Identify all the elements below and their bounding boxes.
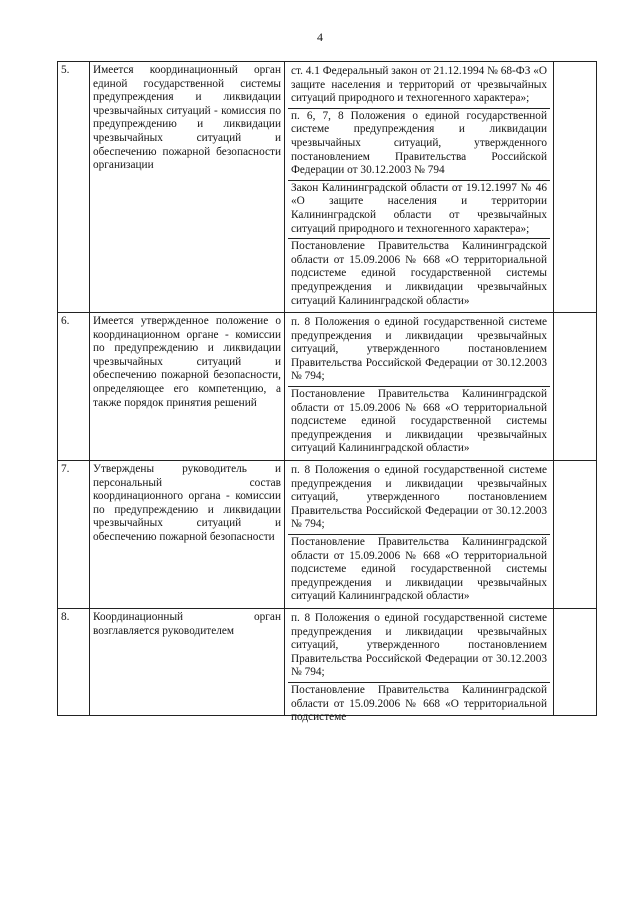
legal-reference: Постановление Правительства Калининградской области от 15.09.2006 № 668 «О территориальной подсистеме единой государственной системы предупреждения и ликвидации чрезвычайных ситуаций Калининградской области» [291,240,547,307]
legal-reference: Постановление Правительства Калининградской области от 15.09.2006 № 668 «О территориальной подсистеме единой государственной системы предупреждения и ликвидации чрезвычайных ситуаций Калининградской области» [291,388,547,455]
requirement-text: Координационный орган возглавляется руководителем [93,610,281,637]
table-row [58,313,597,461]
requirement-cell [90,62,285,313]
legal-basis-cell [285,313,554,461]
table-row [58,608,597,715]
checklist-table [57,61,597,724]
row-number: 5. [58,62,90,313]
requirement-cell [90,461,285,609]
legal-basis-cell [285,461,554,609]
answer-cell[interactable] [554,608,597,715]
legal-reference: п. 8 Положения о единой государственной системе предупреждения и ликвидации чрезвычайных ситуаций, утвержденного постановлением Правительства Российской Федерации от 30.12.2003 № 794; [288,315,550,387]
requirement-cell [90,313,285,461]
answer-cell[interactable] [554,313,597,461]
legal-basis-cell [285,608,554,724]
legal-reference: Постановление Правительства Калининградской области от 15.09.2006 № 668 «О территориальной подсистеме [291,683,547,724]
legal-reference: п. 8 Положения о единой государственной системе предупреждения и ликвидации чрезвычайных ситуаций, утвержденного постановлением Правительства Российской Федерации от 30.12.2003 № 794; [288,611,550,683]
legal-reference: ст. 4.1 Федеральный закон от 21.12.1994 № 68-ФЗ «О защите населения и территорий от чрезвычайных ситуаций природного и техногенного характера»; [288,64,550,109]
legal-reference: п. 6, 7, 8 Положения о единой государственной системе предупреждения и ликвидации чрезвычайных ситуаций, утвержденного постановлением Правительства Российской Федерации от 30.12.2003 № 794 [288,109,550,181]
row-number: 8. [58,608,90,715]
legal-reference: Постановление Правительства Калининградской области от 15.09.2006 № 668 «О территориальной подсистеме единой государственной системы предупреждения и ликвидации чрезвычайных ситуаций Калининградской области» [291,536,547,603]
table-row [58,461,597,609]
row-number: 7. [58,461,90,609]
requirement-cell [90,608,285,715]
requirement-text: Имеется утвержденное положение о координационном органе - комиссии по предупреждению и ликвидации чрезвычайных ситуаций и обеспечению пожарной безопасности, определяющее его компетенцию, а также порядок принятия решений [93,315,281,409]
page-number: 4 [317,30,323,44]
table-row [58,62,597,313]
answer-cell[interactable] [554,62,597,313]
legal-reference: п. 8 Положения о единой государственной системе предупреждения и ликвидации чрезвычайных ситуаций, утвержденного постановлением Правительства Российской Федерации от 30.12.2003 № 794; [288,463,550,535]
row-number: 6. [58,313,90,461]
legal-basis-cell [285,62,554,313]
legal-reference: Закон Калининградской области от 19.12.1997 № 46 «О защите населения и территории Калининградской области от чрезвычайных ситуаций природного и техногенного характера»; [288,181,550,239]
answer-cell[interactable] [554,461,597,609]
requirement-text: Утверждены руководитель и персональный состав координационного органа - комиссии по предупреждению и ликвидации чрезвычайных ситуаций и обеспечению пожарной безопасности [93,463,281,543]
requirement-text: Имеется координационный орган единой государственной системы предупреждения и ликвидации чрезвычайных ситуаций - комиссия по предупреждению и ликвидации чрезвычайных ситуаций и обеспечению пожарной безопасности организации [93,64,281,172]
